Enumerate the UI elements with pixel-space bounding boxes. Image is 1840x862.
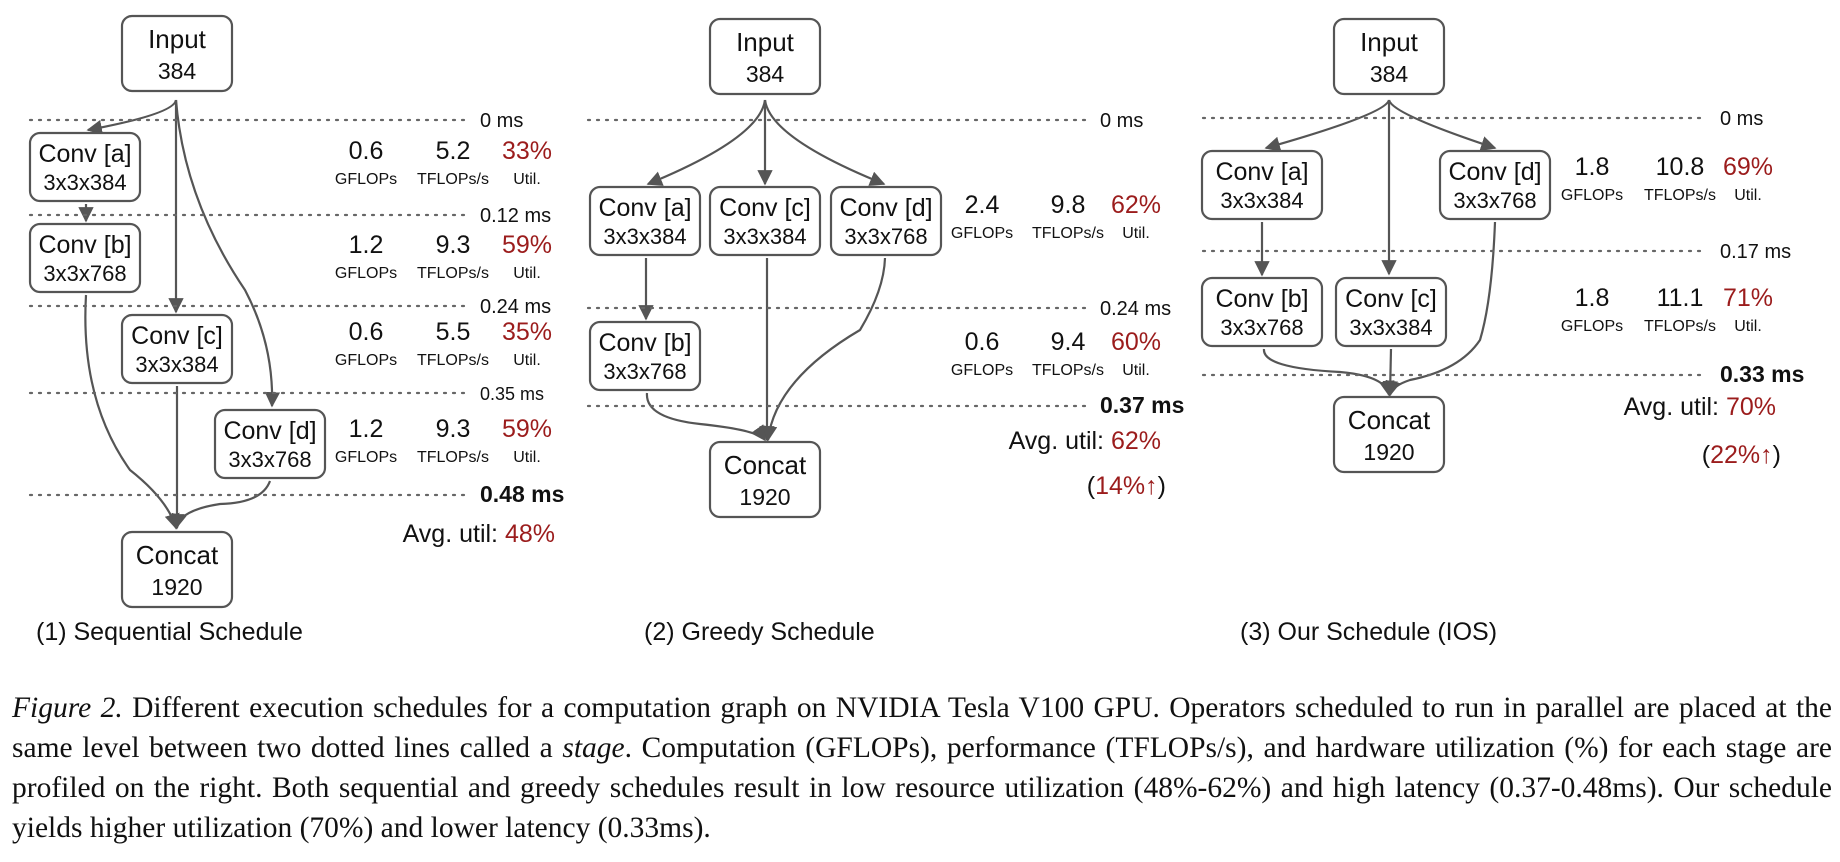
p1-node-input-size: 384 <box>157 58 197 84</box>
p2-node-concat <box>710 442 820 517</box>
p2-node-a-name: Conv [a] <box>598 194 692 222</box>
p1-util-label-3: Util. <box>513 449 541 466</box>
p3-title: (3) Our Schedule (IOS) <box>1240 618 1498 646</box>
p3-time-2: 0.33 ms <box>1720 361 1805 387</box>
p2-stat-util-0: 62% <box>1110 191 1162 219</box>
p2-node-c-size: 3x3x384 <box>723 224 807 249</box>
p3-stat-gflops-0: 1.8 <box>1574 153 1610 181</box>
p3-stat-util-1: 71% <box>1722 284 1774 312</box>
p1-tflops-label-1: TFLOPs/s <box>416 265 490 282</box>
p1-time-2: 0.24 ms <box>480 296 552 318</box>
p1-stat-gflops-0: 0.6 <box>348 137 384 165</box>
p3-node-concat-size: 1920 <box>1363 439 1415 465</box>
p3-node-d <box>1440 151 1550 219</box>
p3-tflops-label-1: TFLOPs/s <box>1643 318 1717 335</box>
p1-node-b-size: 3x3x768 <box>43 261 127 286</box>
p2-node-input-name: Input <box>736 27 794 57</box>
p1-time-3: 0.35 ms <box>480 384 545 404</box>
p1-time-1: 0.12 ms <box>480 205 552 227</box>
p1-node-b-name: Conv [b] <box>38 231 132 259</box>
p3-node-c-name: Conv [c] <box>1345 285 1437 313</box>
p2-node-input <box>710 19 820 94</box>
p3-stat-tflops-0: 10.8 <box>1655 153 1705 181</box>
caption-label: Figure 2. <box>12 692 123 724</box>
p3-node-a-name: Conv [a] <box>1215 158 1309 186</box>
p2-edge-0 <box>648 100 765 184</box>
p3-node-input-name: Input <box>1360 27 1418 57</box>
p2-stat-tflops-1: 9.4 <box>1050 328 1086 356</box>
p1-node-input <box>122 16 232 91</box>
p3-node-a-size: 3x3x384 <box>1220 188 1304 213</box>
p2-node-c <box>710 187 820 255</box>
p3-stat-tflops-1: 11.1 <box>1656 284 1704 312</box>
p1-stat-util-0: 33% <box>501 137 553 165</box>
p3-util-label-1: Util. <box>1734 318 1762 335</box>
p3-stat-gflops-1: 1.8 <box>1574 284 1610 312</box>
p1-gflops-label-1: GFLOPs <box>334 265 398 282</box>
p1-stat-tflops-2: 5.5 <box>435 318 471 346</box>
p3-node-b-name: Conv [b] <box>1215 285 1309 313</box>
p3-avg-util <box>1624 393 1776 421</box>
p2-node-input-size: 384 <box>745 61 785 87</box>
p3-stat-util-0: 69% <box>1722 153 1774 181</box>
p1-avg-util <box>403 520 555 548</box>
p3-gflops-label-0: GFLOPs <box>1560 187 1624 204</box>
p3-improvement-value: 22%↑ <box>1710 441 1773 469</box>
p1-node-input-name: Input <box>148 24 206 54</box>
p3-node-concat-name: Concat <box>1347 405 1431 435</box>
p2-util-label-0: Util. <box>1122 225 1150 242</box>
p2-node-a-size: 3x3x384 <box>603 224 687 249</box>
p2-tflops-label-0: TFLOPs/s <box>1031 225 1105 242</box>
p1-stat-gflops-1: 1.2 <box>348 231 384 259</box>
p2-tflops-label-1: TFLOPs/s <box>1031 362 1105 379</box>
p1-gflops-label-2: GFLOPs <box>334 352 398 369</box>
p3-node-c <box>1336 278 1446 346</box>
p2-avg-util <box>1009 427 1161 455</box>
p2-node-b-size: 3x3x768 <box>603 359 687 384</box>
p1-node-c-size: 3x3x384 <box>135 352 219 377</box>
p3-node-input <box>1334 19 1444 94</box>
p3-node-concat <box>1334 397 1444 472</box>
p1-stat-tflops-3: 9.3 <box>435 415 471 443</box>
p3-util-label-0: Util. <box>1734 187 1762 204</box>
p1-edge-0 <box>88 100 176 130</box>
p3-improvement: (22%↑) <box>1701 441 1781 469</box>
p2-node-concat-name: Concat <box>723 450 807 480</box>
caption-stage-term: stage <box>562 732 625 764</box>
p3-edge-0 <box>1266 100 1389 148</box>
figure-caption <box>12 688 1832 848</box>
p2-node-concat-size: 1920 <box>739 484 791 510</box>
p2-node-a <box>590 187 700 255</box>
p2-node-b-name: Conv [b] <box>598 329 692 357</box>
p1-tflops-label-2: TFLOPs/s <box>416 352 490 369</box>
p1-node-a-name: Conv [a] <box>38 140 132 168</box>
p1-stat-tflops-1: 9.3 <box>435 231 471 259</box>
p1-avg-util-label: Avg. util: <box>402 520 505 548</box>
p1-node-d-size: 3x3x768 <box>228 447 312 472</box>
p1-util-label-2: Util. <box>513 352 541 369</box>
p3-node-b <box>1202 278 1322 346</box>
p2-time-1: 0.24 ms <box>1100 298 1172 320</box>
p1-node-c <box>122 315 232 383</box>
p2-avg-util-label: Avg. util: <box>1008 427 1111 455</box>
p3-time-0: 0 ms <box>1720 108 1764 130</box>
p1-tflops-label-3: TFLOPs/s <box>416 449 490 466</box>
p1-title: (1) Sequential Schedule <box>36 618 303 646</box>
p2-gflops-label-0: GFLOPs <box>950 225 1014 242</box>
p1-stat-util-1: 59% <box>501 231 553 259</box>
p2-edge-2 <box>765 100 884 184</box>
p2-time-0: 0 ms <box>1100 110 1144 132</box>
p2-node-b <box>590 322 700 390</box>
p3-gflops-label-1: GFLOPs <box>1560 318 1624 335</box>
p1-util-label-1: Util. <box>513 265 541 282</box>
p1-time-4: 0.48 ms <box>480 481 565 507</box>
p3-avg-util-label: Avg. util: <box>1623 393 1726 421</box>
p2-util-label-1: Util. <box>1122 362 1150 379</box>
p2-edge-6 <box>768 258 885 440</box>
p3-avg-util-value: 70% <box>1725 393 1776 421</box>
p1-node-concat <box>122 532 232 607</box>
p2-stat-gflops-1: 0.6 <box>964 328 1000 356</box>
p1-stat-util-2: 35% <box>501 318 553 346</box>
p1-node-c-name: Conv [c] <box>131 322 223 350</box>
p3-node-a <box>1202 151 1322 219</box>
p1-node-a-size: 3x3x384 <box>43 170 127 195</box>
p2-improvement-value: 14%↑ <box>1095 472 1158 500</box>
p2-node-c-name: Conv [c] <box>719 194 811 222</box>
p3-tflops-label-0: TFLOPs/s <box>1643 187 1717 204</box>
p1-node-b <box>30 224 140 292</box>
p1-stat-util-3: 59% <box>501 415 553 443</box>
p2-stat-gflops-0: 2.4 <box>964 191 1000 219</box>
p2-time-2: 0.37 ms <box>1100 392 1185 418</box>
p1-node-a <box>30 133 140 201</box>
caption-text-1: Different execution schedules for a computation graph on NVIDIA Tesla V100 GPU. Operators scheduled to run in parallel are placed at the same level between two dotted lines called a <box>12 692 1832 764</box>
p1-stat-gflops-3: 1.2 <box>348 415 384 443</box>
p1-gflops-label-3: GFLOPs <box>334 449 398 466</box>
p2-avg-util-value: 62% <box>1110 427 1161 455</box>
p3-node-input-size: 384 <box>1369 61 1409 87</box>
p2-edge-4 <box>647 393 765 440</box>
p2-node-d <box>831 187 941 255</box>
p1-stat-tflops-0: 5.2 <box>435 137 471 165</box>
p3-edge-4 <box>1264 349 1389 395</box>
p3-edge-2 <box>1389 100 1495 148</box>
p3-node-b-size: 3x3x768 <box>1220 315 1304 340</box>
p1-util-label-0: Util. <box>513 171 541 188</box>
p3-edge-5 <box>1390 349 1391 395</box>
p1-time-0: 0 ms <box>480 110 524 132</box>
p2-stat-tflops-0: 9.8 <box>1050 191 1086 219</box>
p1-node-d-name: Conv [d] <box>223 417 317 445</box>
p2-improvement: (14%↑) <box>1086 472 1166 500</box>
p3-node-d-size: 3x3x768 <box>1453 188 1537 213</box>
p2-stat-util-1: 60% <box>1110 328 1162 356</box>
p3-node-d-name: Conv [d] <box>1448 158 1542 186</box>
p1-edge-6 <box>176 481 270 528</box>
p1-node-concat-size: 1920 <box>151 574 203 600</box>
p1-stat-gflops-2: 0.6 <box>348 318 384 346</box>
p2-node-d-size: 3x3x768 <box>844 224 928 249</box>
caption-text-2: . Computation (GFLOPs), performance (TFLOPs/s), and hardware utilization (%) for each stage are profiled on the right. Both sequential and greedy schedules result in low resource utilization (48%-62%) and high latency (0.37-0.48ms). Our schedule yields higher utilization (70%) and lower latency (0.33ms). <box>12 732 1832 844</box>
p1-tflops-label-0: TFLOPs/s <box>416 171 490 188</box>
p1-node-concat-name: Concat <box>135 540 219 570</box>
p3-node-c-size: 3x3x384 <box>1349 315 1433 340</box>
p3-time-1: 0.17 ms <box>1720 241 1792 263</box>
p2-gflops-label-1: GFLOPs <box>950 362 1014 379</box>
p2-title: (2) Greedy Schedule <box>644 618 875 646</box>
p2-node-d-name: Conv [d] <box>839 194 933 222</box>
p1-gflops-label-0: GFLOPs <box>334 171 398 188</box>
p1-avg-util-value: 48% <box>504 520 555 548</box>
p1-node-d <box>215 410 325 478</box>
